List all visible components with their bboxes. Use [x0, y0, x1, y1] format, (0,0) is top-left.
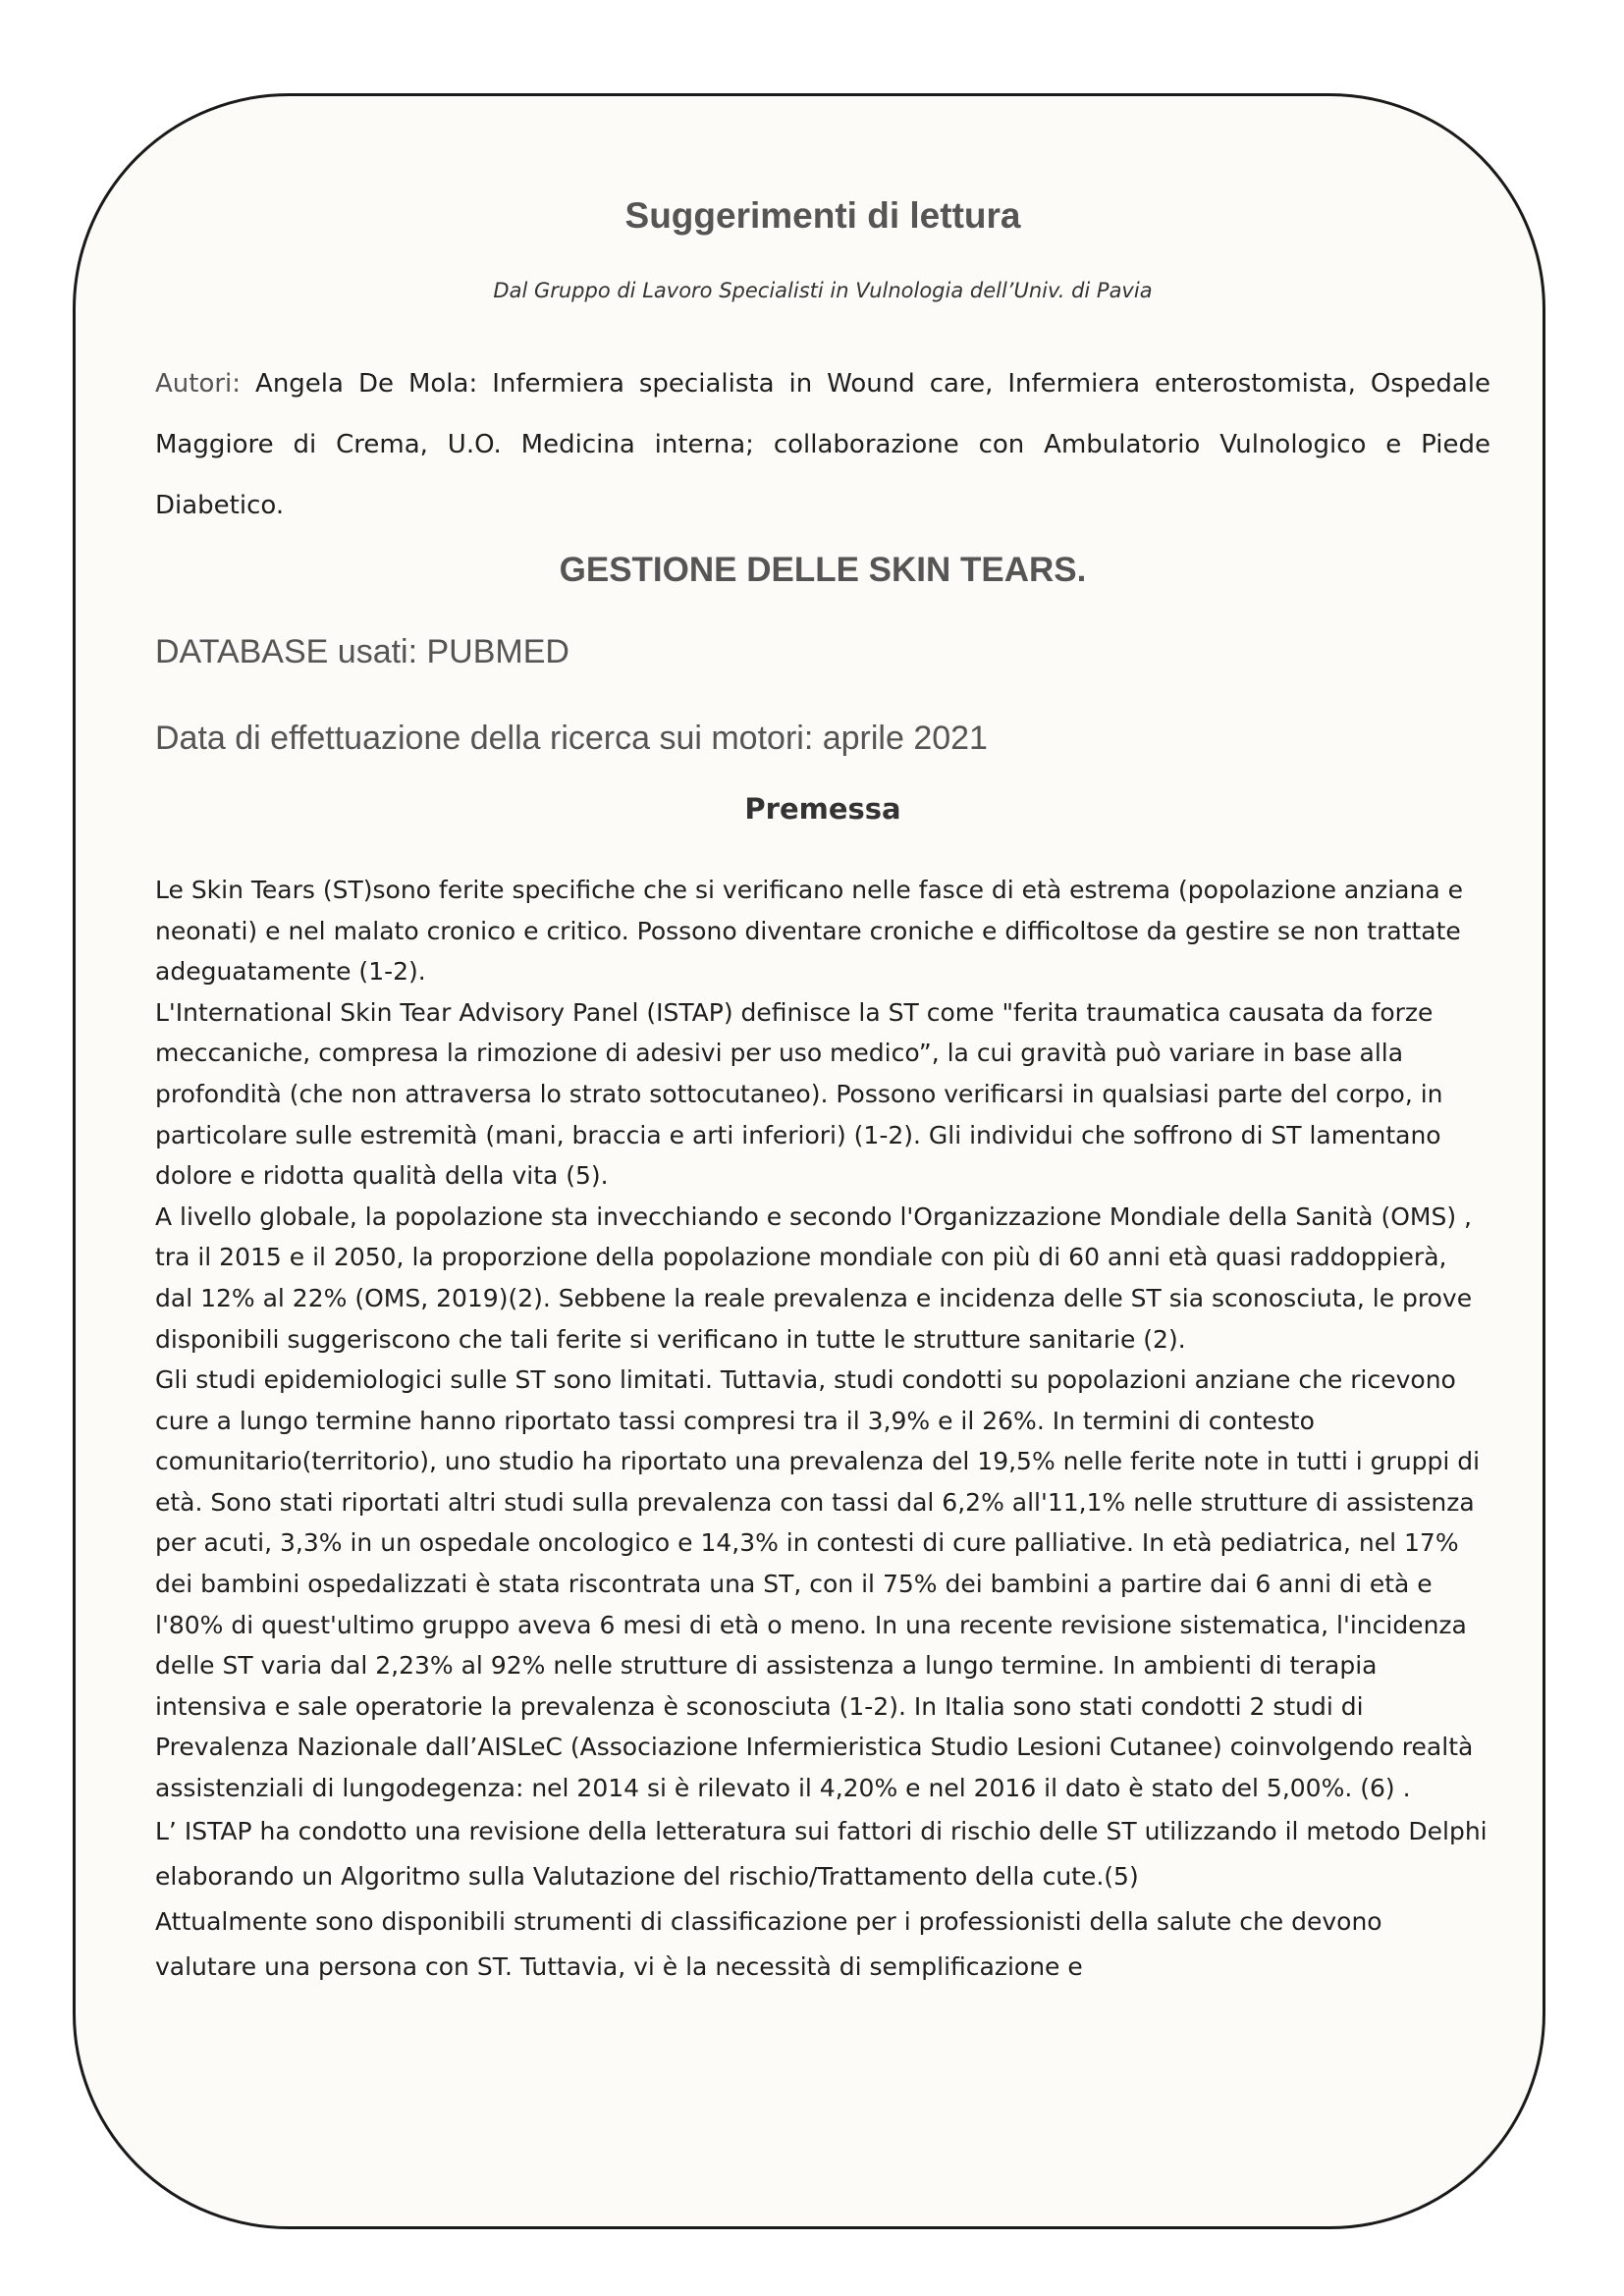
body-paragraph: A livello globale, la popolazione sta invecchiando e secondo l'Organizzazione Mondiale della Sanità (OMS) , tra il 2015 e il 2050, la proporzione della popolazione mondiale con più di 60 anni età quasi raddoppierà, dal 12% al 22% (OMS, 2019)(2). Sebbene la reale prevalenza e incidenza delle ST sia sconosciuta, le prove disponibili suggeriscono che tali ferite si verificano in tutte le strutture sanitarie (2). [155, 1201, 1473, 1354]
authors-paragraph [155, 353, 1490, 536]
body-paragraph: Attualmente sono disponibili strumenti di classificazione per i professionisti della salute che devono valutare una persona con ST. Tuttavia, vi è la necessità di semplificazione e [155, 1906, 1382, 1981]
article-body [155, 870, 1490, 1990]
page-subtitle: Dal Gruppo di Lavoro Specialisti in Vulnologia dell’Univ. di Pavia [493, 279, 1153, 303]
authors-text: Angela De Mola: Infermiera specialista in Wound care, Infermiera enterostomista, Ospedale Maggiore di Crema, U.O. Medicina interna; collaborazione con Ambulatorio Vulnologico e Piede Diabetico. [155, 368, 1490, 520]
article-title: GESTIONE DELLE SKIN TEARS. [559, 550, 1087, 589]
document-content [155, 177, 1490, 1990]
authors-label: Autori: [155, 368, 242, 399]
body-paragraph: Gli studi epidemiologici sulle ST sono limitati. Tuttavia, studi condotti su popolazioni anziane che ricevono cure a lungo termine hanno riportato tassi compresi tra il 3,9% e il 26%. In termini di contesto comunitario(territorio), uno studio ha riportato una prevalenza del 19,5% nelle ferite note in tutti i gruppi di età. Sono stati riportati altri studi sulla prevalenza con tassi dal 6,2% all'11,1% nelle strutture di assistenza per acuti, 3,3% in un ospedale oncologico e 14,3% in contesti di cure palliative. In età pediatrica, nel 17% dei bambini ospedalizzati è stata riscontrata una ST, con il 75% dei bambini a partire dai 6 anni di età e l'80% di quest'ultimo gruppo aveva 6 mesi di età o meno. In una recente revisione sistematica, l'incidenza delle ST varia dal 2,23% al 92% nelle strutture di assistenza a lungo termine. In ambienti di terapia intensiva e sale operatorie la prevalenza è sconosciuta (1-2). In Italia sono stati condotti 2 studi di Prevalenza Nazionale dall’AISLeC (Associazione Infermieristica Studio Lesioni Cutanee) coinvolgendo realtà assistenziali di lungodegenza: nel 2014 si è rilevato il 4,20% e nel 2016 il dato è stato del 5,00%. (6) . [155, 1365, 1481, 1803]
page-title: Suggerimenti di lettura [624, 195, 1021, 236]
search-date-line: Data di effettuazione della ricerca sui motori: aprile 2021 [155, 720, 988, 758]
body-paragraph: Le Skin Tears (ST)sono ferite specifiche che si verificano nelle fasce di età estrema (popolazione anziana e neonati) e nel malato cronico e critico. Possono diventare croniche e difficoltose da gestire se non trattate adeguatamente (1-2). [155, 875, 1463, 987]
body-paragraph: L'International Skin Tear Advisory Panel (ISTAP) definisce la ST come "ferita traumatica causata da forze meccaniche, compresa la rimozione di adesivi per uso medico”, la cui gravità può variare in base alla profondità (che non attraversa lo strato sottocutaneo). Possono verificarsi in qualsiasi parte del corpo, in particolare sulle estremità (mani, braccia e arti inferiori) (1-2). Gli individui che soffrono di ST lamentano dolore e ridotta qualità della vita (5). [155, 997, 1443, 1191]
body-paragraph: L’ ISTAP ha condotto una revisione della letteratura sui fattori di rischio delle ST utilizzando il metodo Delphi elaborando un Algoritmo sulla Valutazione del rischio/Trattamento della cute.(5) [155, 1816, 1488, 1891]
section-title-premessa: Premessa [744, 792, 901, 827]
database-line: DATABASE usati: PUBMED [155, 632, 569, 670]
